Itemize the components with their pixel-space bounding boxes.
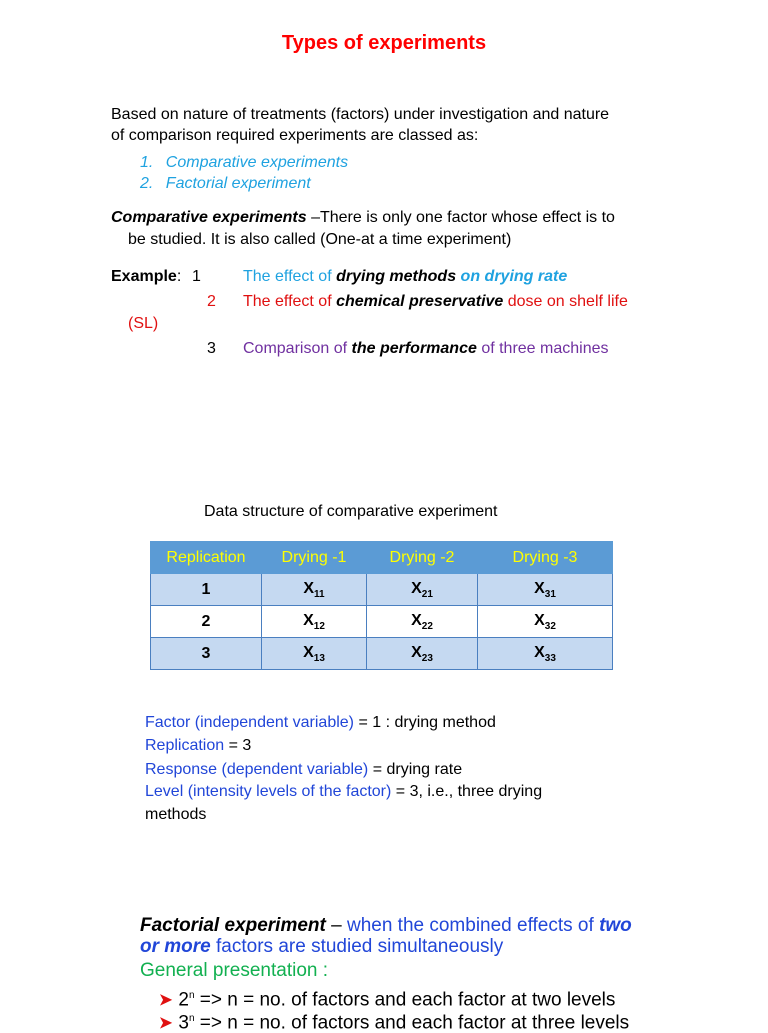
arrow-bullet-icon: ➤ [158, 989, 174, 1010]
table-row [151, 606, 613, 638]
header-drying-3: Drying -3 [478, 542, 613, 574]
list-item-text: Factorial experiment [165, 175, 311, 192]
obs-cell: $X_{23}$ [367, 638, 478, 670]
factorial-definition-2: or more factors are studied simultaneously [140, 936, 504, 957]
example-item-2-wrap: (SL) [128, 315, 159, 332]
obs-cell: $X_{22}$ [367, 606, 478, 638]
intro-line-2: of comparison required experiments are classed as: [111, 127, 479, 144]
header-replication: Replication [151, 542, 262, 574]
comparative-def-2: be studied. It is also called (One-at a time experiment) [128, 231, 512, 248]
obs-cell: $X_{32}$ [478, 606, 613, 638]
obs-cell: $X_{31}$ [478, 574, 613, 606]
general-presentation-heading: General presentation : [140, 960, 329, 981]
page-title: Types of experiments [281, 32, 487, 54]
example-item-3: Comparison of the performance of three machines [243, 340, 609, 357]
obs-cell: $X_{13}$ [262, 638, 367, 670]
example-num-1: 1 [192, 268, 201, 285]
factorial-term: Factorial experiment [140, 915, 326, 936]
comparative-def-1: –There is only one factor whose effect is to [306, 209, 615, 226]
obs-cell: $X_{12}$ [262, 606, 367, 638]
example-item-2: The effect of chemical preservative dose on shelf life [243, 293, 628, 310]
intro-line-1: Based on nature of treatments (factors) under investigation and nature [111, 106, 610, 123]
example-num-3: 3 [207, 340, 216, 357]
summary-level: Level (intensity levels of the factor) = 3, i.e., three drying [145, 783, 543, 800]
list-item [140, 173, 311, 194]
data-structure-table [150, 541, 613, 670]
list-item-text: Comparative experiments [165, 154, 349, 171]
summary-response: Response (dependent variable) = drying rate [145, 761, 463, 778]
table-row [151, 574, 613, 606]
bullet-item: ➤ $2^n => n$ = no. of factors and each factor at two levels [158, 989, 616, 1011]
comparative-definition [111, 207, 615, 228]
bullet-item: ➤ $3^n => n$ = no. of factors and each factor at three levels [158, 1012, 630, 1033]
list-item-number: 2. [140, 175, 154, 192]
rep-cell: 2 [151, 606, 262, 638]
comparative-term: Comparative experiments [111, 209, 307, 226]
header-drying-2: Drying -2 [367, 542, 478, 574]
table-caption: Data structure of comparative experiment [204, 503, 498, 520]
summary-replication: Replication = 3 [145, 737, 252, 754]
obs-cell: $X_{11}$ [262, 574, 367, 606]
table-header-row [151, 542, 613, 574]
rep-cell: 1 [151, 574, 262, 606]
table-row [151, 638, 613, 670]
list-item [140, 152, 348, 173]
obs-cell: $X_{33}$ [478, 638, 613, 670]
example-label: Example: [111, 268, 182, 285]
header-drying-1: Drying -1 [262, 542, 367, 574]
arrow-bullet-icon: ➤ [158, 1012, 174, 1033]
obs-cell: $X_{21}$ [367, 574, 478, 606]
list-item-number: 1. [140, 154, 154, 171]
summary-level-wrap: methods [145, 806, 207, 823]
summary-factor: Factor (independent variable) = 1 : drying method [145, 714, 496, 731]
example-num-2: 2 [207, 293, 216, 310]
example-item-1: The effect of drying methods on drying rate [243, 268, 568, 285]
factorial-definition: Factorial experiment – when the combined effects of two [140, 915, 632, 936]
rep-cell: 3 [151, 638, 262, 670]
